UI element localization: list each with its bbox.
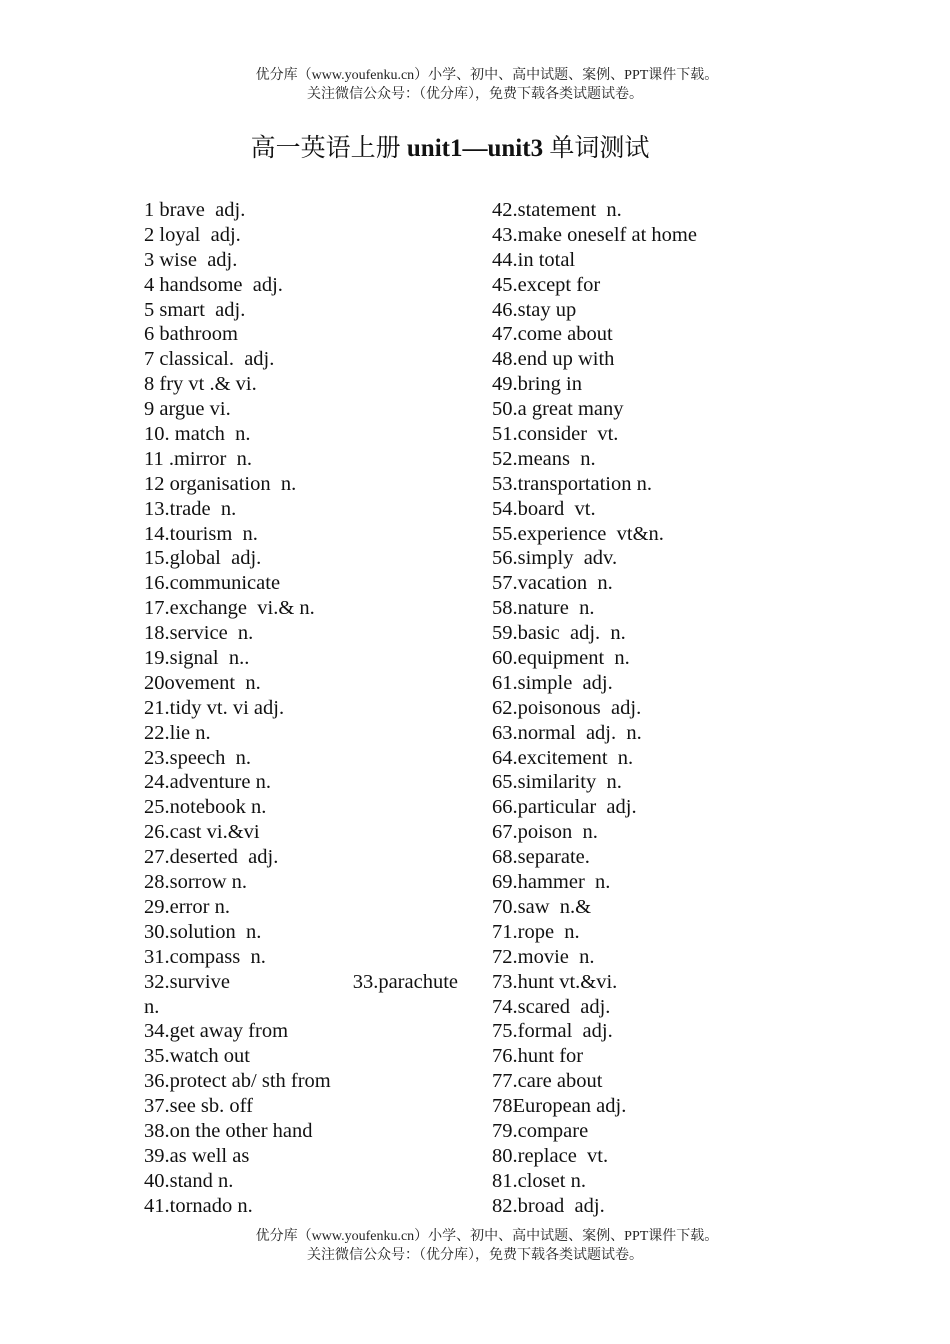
word-item: 8 fry vt .& vi.	[144, 373, 257, 396]
word-item: 36.protect ab/ sth from	[144, 1070, 331, 1093]
word-item: 53.transportation n.	[492, 472, 652, 495]
word-item: 43.make oneself at home	[492, 223, 697, 246]
word-item: 5 smart adj.	[144, 298, 246, 321]
word-item: 50.a great many	[492, 398, 624, 421]
word-item: 79.compare	[492, 1119, 589, 1142]
word-item: 46.stay up	[492, 298, 577, 321]
footer-line-1: 优分库（www.youfenku.cn）小学、初中、高中试题、案例、PPT课件下载。	[255, 1229, 719, 1244]
word-item: 6 bathroom	[144, 323, 238, 346]
word-item: n.	[144, 995, 160, 1018]
word-item: 66.particular adj.	[492, 796, 637, 819]
word-item: 14.tourism n.	[144, 522, 258, 545]
word-item: 57.vacation n.	[492, 572, 613, 595]
word-item: 15.global adj.	[144, 547, 262, 570]
word-item: 18.service n.	[144, 622, 254, 645]
word-item: 13.trade n.	[144, 497, 237, 520]
header-line-2: 关注微信公众号：（优分库），免费下载各类试题试卷。	[307, 87, 643, 102]
title-range: unit1—unit3	[406, 135, 544, 162]
word-item: 59.basic adj. n.	[492, 622, 626, 645]
word-item: 48.end up with	[492, 348, 615, 371]
word-item: 75.formal adj.	[492, 1020, 613, 1043]
word-item: 25.notebook n.	[144, 796, 267, 819]
word-item: 74.scared adj.	[492, 995, 611, 1018]
word-item: 63.normal adj. n.	[492, 721, 642, 744]
word-item: 16.communicate	[144, 572, 281, 595]
word-item: 23.speech n.	[144, 746, 252, 769]
word-item: 19.signal n..	[144, 647, 250, 670]
word-item: 21.tidy vt. vi adj.	[144, 696, 285, 719]
word-item: 39.as well as	[144, 1144, 250, 1167]
word-item: 32.survive	[144, 970, 230, 993]
word-item: 1 brave adj.	[144, 199, 246, 221]
word-item: 54.board vt.	[492, 497, 596, 520]
word-item: 82.broad adj.	[492, 1194, 605, 1217]
word-item: 58.nature n.	[492, 597, 595, 620]
word-item: 52.means n.	[492, 447, 596, 470]
word-item: 49.bring in	[492, 373, 582, 396]
word-item: 9 argue vi.	[144, 398, 231, 421]
word-item: 78European adj.	[492, 1095, 627, 1118]
word-item: 68.separate.	[492, 846, 590, 869]
word-item: 42.statement n.	[492, 199, 622, 221]
word-item: 55.experience vt&n.	[492, 522, 664, 545]
word-item: 38.on the other hand	[144, 1119, 313, 1142]
word-item: 51.consider vt.	[492, 423, 619, 446]
word-item: 35.watch out	[144, 1045, 250, 1068]
word-item: 17.exchange vi.& n.	[144, 597, 315, 620]
footer-banner	[0, 1227, 950, 1265]
word-item: 20ovement n.	[144, 671, 261, 694]
word-item: 4 handsome adj.	[144, 273, 283, 296]
word-item: 2 loyal adj.	[144, 223, 241, 246]
word-item: 12 organisation n.	[144, 472, 297, 495]
word-item: 69.hammer n.	[492, 871, 611, 894]
word-item: 65.similarity n.	[492, 771, 622, 794]
word-item: 62.poisonous adj.	[492, 696, 642, 719]
header-banner	[0, 66, 950, 104]
word-item: 61.simple adj.	[492, 671, 613, 694]
word-item: 47.come about	[492, 323, 613, 346]
footer-line-2: 关注微信公众号：（优分库），免费下载各类试题试卷。	[307, 1248, 643, 1263]
word-item: 31.compass n.	[144, 945, 266, 968]
word-item: 24.adventure n.	[144, 771, 271, 794]
word-item: 64.excitement n.	[492, 746, 634, 769]
word-item: 27.deserted adj.	[144, 846, 279, 869]
word-item: 73.hunt vt.&vi.	[492, 970, 618, 993]
word-list-right	[492, 198, 822, 1219]
word-item: 70.saw n.&	[492, 895, 592, 918]
word-item: 34.get away from	[144, 1020, 289, 1043]
word-item: 10. match n.	[144, 423, 251, 446]
header-line-1: 优分库（www.youfenku.cn）小学、初中、高中试题、案例、PPT课件下载。	[255, 68, 719, 83]
word-item: 71.rope n.	[492, 920, 580, 943]
word-item: 40.stand n.	[144, 1169, 234, 1192]
page-title	[0, 133, 900, 165]
word-item: 45.except for	[492, 273, 601, 296]
word-item: 81.closet n.	[492, 1169, 586, 1192]
word-item: 60.equipment n.	[492, 647, 630, 670]
word-item: 30.solution n.	[144, 920, 262, 943]
word-item: 29.error n.	[144, 895, 230, 918]
word-item: 7 classical. adj.	[144, 348, 275, 371]
word-item: 11 .mirror n.	[144, 447, 252, 470]
title-suffix: 单词测试	[543, 135, 650, 162]
title-prefix: 高一英语上册	[250, 135, 407, 162]
word-item: 67.poison n.	[492, 821, 598, 844]
word-item-wrapped	[144, 970, 458, 995]
word-item: 37.see sb. off	[144, 1095, 253, 1118]
word-item: 56.simply adv.	[492, 547, 618, 570]
word-item: 28.sorrow n.	[144, 871, 248, 894]
word-item: 77.care about	[492, 1070, 603, 1093]
word-item: 72.movie n.	[492, 945, 595, 968]
word-item: 76.hunt for	[492, 1045, 584, 1068]
word-item: 33.parachute	[352, 970, 458, 993]
word-item: 3 wise adj.	[144, 248, 238, 271]
word-item: 26.cast vi.&vi	[144, 821, 260, 844]
word-item: 41.tornado n.	[144, 1194, 253, 1217]
word-item: 80.replace vt.	[492, 1144, 609, 1167]
word-list-left	[144, 198, 458, 1219]
word-item: 44.in total	[492, 248, 576, 271]
word-item: 22.lie n.	[144, 721, 211, 744]
